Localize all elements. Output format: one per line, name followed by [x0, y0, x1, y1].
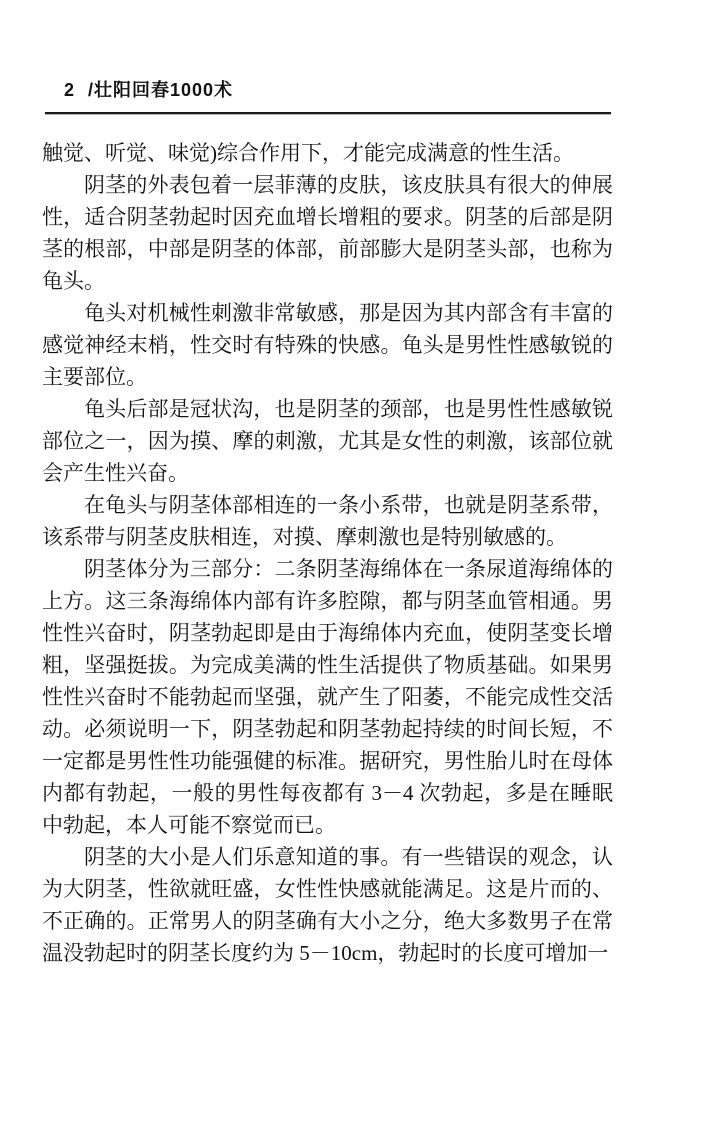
paragraph: 触觉、听觉、味觉)综合作用下，才能完成满意的性生活。	[42, 141, 574, 165]
page-body	[42, 137, 613, 969]
paragraph: 阴茎的大小是人们乐意知道的事。有一些错误的观念，认为大阴茎，性欲就旺盛，女性性快感就能满足。这是片而的、不正确的。正常男人的阴茎确有大小之分，绝大多数男子在常温没勃起时的阴茎长度约为 5－10cm，勃起时的长度可增加一	[42, 845, 613, 965]
paragraph: 龟头后部是冠状沟，也是阴茎的颈部，也是男性性感敏锐部位之一，因为摸、摩的刺激，尤其是女性的刺激，该部位就会产生性兴奋。	[42, 397, 613, 485]
paragraph: 在龟头与阴茎体部相连的一条小系带，也就是阴茎系带，该系带与阴茎皮肤相连，对摸、摩刺激也是特别敏感的。	[42, 493, 613, 549]
paragraph: 阴茎体分为三部分：二条阴茎海绵体在一条尿道海绵体的上方。这三条海绵体内部有许多腔隙，都与阴茎血管相通。男性性兴奋时，阴茎勃起即是由于海绵体内充血，使阴茎变长增粗，坚强挺拔。为完成美满的性生活提供了物质基础。如果男性性兴奋时不能勃起而坚强，就产生了阳萎，不能完成性交活动。必须说明一下，阴茎勃起和阴茎勃起持续的时间长短，不一定都是男性性功能强健的标准。据研究，男性胎儿时在母体内都有勃起，一般的男性每夜都有 3－4 次勃起，多是在睡眠中勃起，本人可能不察觉而已。	[42, 557, 613, 837]
page-header	[64, 76, 233, 102]
page-number: 2	[64, 80, 76, 100]
paragraph: 阴茎的外表包着一层菲薄的皮肤，该皮肤具有很大的伸展性，适合阴茎勃起时因充血增长增粗的要求。阴茎的后部是阴茎的根部，中部是阴茎的体部，前部膨大是阴茎头部，也称为龟头。	[42, 173, 613, 293]
header-rule	[45, 112, 611, 115]
paragraph: 龟头对机械性刺激非常敏感，那是因为其内部含有丰富的感觉神经末梢，性交时有特殊的快感。龟头是男性性感敏锐的主要部位。	[42, 301, 613, 389]
book-title: /壮阳回春1000术	[88, 80, 234, 100]
